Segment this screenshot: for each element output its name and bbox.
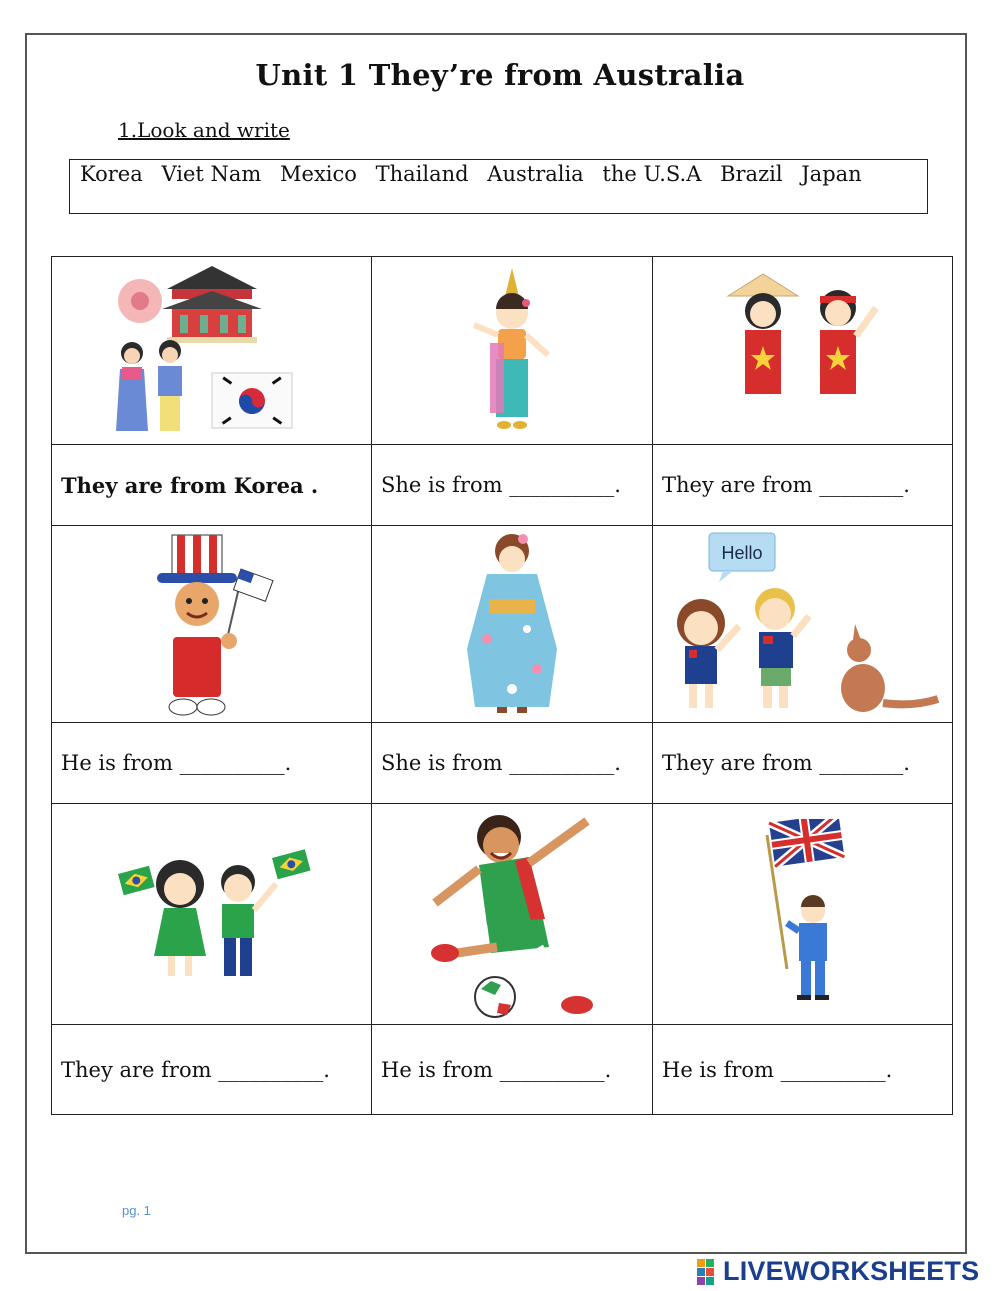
uk-picture-cell xyxy=(653,804,953,1025)
page-number: pg. 1 xyxy=(122,1203,151,1218)
sentence-blank[interactable]: They are from ________. xyxy=(653,723,953,804)
korea-picture xyxy=(112,261,312,441)
thailand-dancer-picture xyxy=(452,263,572,438)
liveworksheets-brand: LIVEWORKSHEETS xyxy=(723,1256,980,1286)
sentence-blank[interactable]: He is from __________. xyxy=(653,1025,953,1115)
sentence-blank[interactable]: They are from ________. xyxy=(653,445,953,526)
sentence-blank[interactable]: He is from __________. xyxy=(52,723,372,804)
vietnam-picture-cell xyxy=(653,257,953,445)
japan-picture-cell xyxy=(372,526,653,723)
vietnam-children-picture xyxy=(718,266,888,436)
uk-flag-man-picture xyxy=(753,819,853,1009)
sentence-blank[interactable]: She is from __________. xyxy=(372,445,653,526)
word-bank-item: Australia xyxy=(487,162,584,186)
usa-boy-picture xyxy=(137,529,287,719)
sentence-blank[interactable]: They are from __________. xyxy=(52,1025,372,1115)
word-bank xyxy=(69,159,928,214)
word-bank-item: the U.S.A xyxy=(602,162,702,186)
brazil-children-picture xyxy=(112,844,312,984)
exercise-table xyxy=(51,256,953,1115)
korea-picture-cell xyxy=(52,257,372,445)
japan-kimono-girl-picture xyxy=(457,529,567,719)
australia-picture-cell xyxy=(653,526,953,723)
mexico-soccer-player-picture xyxy=(417,807,607,1022)
instruction-heading: 1.Look and write xyxy=(118,118,290,142)
liveworksheets-logo xyxy=(697,1256,979,1287)
word-bank-item: Japan xyxy=(801,162,862,186)
sentence-blank[interactable]: She is from __________. xyxy=(372,723,653,804)
word-bank-item: Mexico xyxy=(280,162,357,186)
speech-bubble-text: Hello xyxy=(721,543,763,563)
usa-picture-cell xyxy=(52,526,372,723)
word-bank-item: Viet Nam xyxy=(161,162,262,186)
mexico-picture-cell xyxy=(372,804,653,1025)
australia-children-kangaroo-picture xyxy=(653,528,948,720)
worksheet-title: Unit 1 They’re from Australia xyxy=(255,58,745,92)
word-bank-item: Korea xyxy=(80,162,143,186)
thailand-picture-cell xyxy=(372,257,653,445)
sentence-example: They are from Korea . xyxy=(52,445,372,526)
word-bank-item: Thailand xyxy=(375,162,469,186)
brazil-picture-cell xyxy=(52,804,372,1025)
sentence-blank[interactable]: He is from __________. xyxy=(372,1025,653,1115)
word-bank-item: Brazil xyxy=(720,162,783,186)
liveworksheets-icon xyxy=(697,1259,723,1285)
